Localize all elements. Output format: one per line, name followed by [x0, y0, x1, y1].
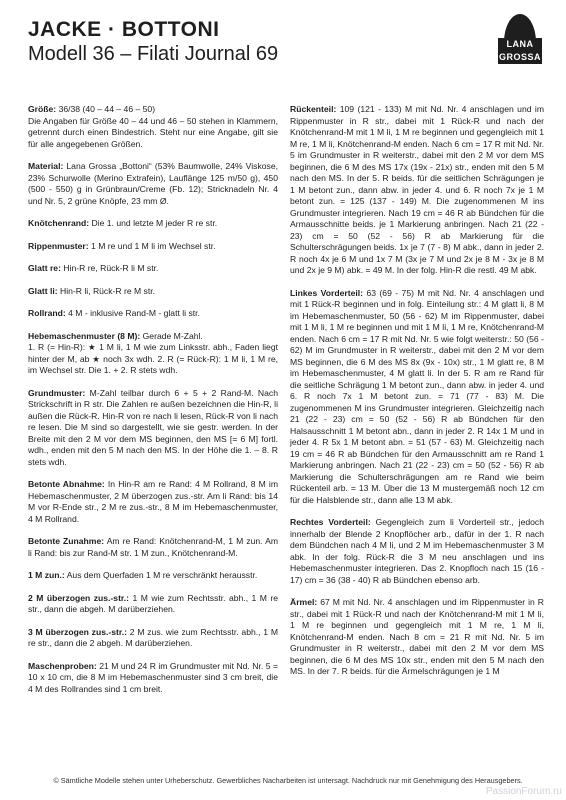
right-column — [290, 104, 544, 689]
instruction-paragraph — [290, 288, 544, 507]
instruction-paragraph — [290, 104, 544, 277]
paragraph-text: Gerade M-Zahl. 1. R (= Hin-R): ★ 1 M li, 1 M wie zum Linksstr. abh., Faden liegt hinter der M, ab ★ noch 3x wdh. 2. R (= Rück-R): 1 M li, 1 M re, im Wechsel str. Die 1. + 2. R stets wdh. — [28, 330, 278, 375]
paragraph-heading: Glatt li: — [28, 285, 58, 296]
paragraph-text: 1 M re und 1 M li im Wechsel str. — [91, 240, 216, 251]
paragraph-text: Gegengleich zum li Vorderteil str., jedoch innerhalb der Blende 2 Knopflöcher arb., dafür in der 1. R nach dem Bündchen nach 4 M li, und 2 M im Hebemaschenmuster 3 M abk. In der folg. Rück-R die 3 M neu anschlagen und ins Hebemaschenmuster integrieren. Das 2. Knopfloch nach 15 (16 - 17) cm = 36 (38 - 40) R ab Bündchen ebenso arb. — [290, 517, 544, 585]
paragraph-text: Hin-R li, Rück-R re M str. — [60, 285, 156, 296]
instruction-paragraph — [28, 308, 278, 320]
paragraph-text: 2 M zus. wie zum Rechtsstr. abh., 1 M re str., dann die 2 abgeh. M darüberziehen. — [28, 626, 279, 648]
instruction-paragraph — [28, 661, 278, 696]
instruction-paragraph — [28, 104, 278, 150]
paragraph-text: Hin-R re, Rück-R li M str. — [63, 263, 159, 273]
paragraph-text: Aus dem Querfaden 1 M re verschränkt herausstr. — [66, 570, 258, 580]
copyright-footer: © Sämtliche Modelle stehen unter Urheberschutz. Gewerbliches Nacharbeiten ist untersagt. Nachdruck nur mit Genehmigung des Herausgebers. — [53, 776, 523, 785]
paragraph-text: Lana Grossa „Bottoni“ (53% Baumwolle, 24% Viskose, 23% Schurwolle (Merino Extrafein), Lauflänge 125 m/50 g), 450 (500 - 550) g in Grünbraun/Creme (Fb. 12); Stricknadeln Nr. 4 und Nr. 5, 2 grüne Knöpfe, 23 mm Ø. — [28, 161, 278, 206]
paragraph-heading: Linkes Vorderteil: — [290, 287, 363, 298]
paragraph-text: In Hin-R am re Rand: 4 M Rollrand, 8 M im Hebemaschenmuster, 2 M überzogen zus.-str. Am li Rand: bis 14 M vor R-Ende str., 2 M re zus.-str., 8 M im Hebemaschenmuster, 4 M Rollrand. — [28, 479, 279, 524]
paragraph-heading: Rippenmuster: — [28, 240, 89, 251]
watermark: PassionForum.ru — [485, 786, 562, 797]
instruction-paragraph — [28, 263, 278, 275]
page-subtitle: Modell 36 – Filati Journal 69 — [28, 43, 279, 65]
paragraph-heading: Betonte Abnahme: — [28, 479, 105, 489]
lana-grossa-logo — [498, 14, 542, 66]
instruction-paragraph — [290, 517, 544, 586]
paragraph-text: 1 M wie zum Rechtsstr. abh., 1 M re str., dann die abgeh. M darüberziehen. — [28, 592, 278, 614]
paragraph-text: 21 M und 24 R im Grundmuster mit Nd. Nr. 5 = 10 x 10 cm, die 8 M im Hebemaschenmuster sind 3 cm breit, die 4 M des Rollrandes sind 1 cm breit. — [28, 660, 278, 694]
paragraph-text: Am re Rand: Knötchenrand-M, 1 M zun. Am li Rand: bis zur Rand-M str. 1 M zun., Knötchenrand-M. — [28, 536, 279, 558]
paragraph-heading: Knötchenrand: — [28, 218, 90, 228]
instruction-paragraph — [28, 331, 278, 377]
paragraph-heading: Größe: — [28, 104, 57, 114]
instruction-paragraph — [28, 570, 278, 582]
instruction-paragraph — [28, 286, 278, 298]
paragraph-text: M-Zahl teilbar durch 6 + 5 + 2 Rand-M. Nach Strickschrift in R str. Die Zahlen re außen bezeichnen die Hin-R, li außen die Rück-R. Hin-R von re nach li lesen, Rück-R von li nach re lesen. Die M sind so dargestellt, wie sie gestr. werden. In der Breite mit den 2 M vor dem MS beginnen, den MS [= 6 M] fortl. wdh., enden mit den 5 M nach den MS. In der Höhe die 1. – 8. R stets wdh. — [28, 387, 278, 467]
paragraph-heading: Glatt re: — [28, 263, 61, 273]
instruction-paragraph — [28, 218, 278, 230]
logo-text: LANA GROSSA — [498, 39, 541, 62]
instruction-paragraph — [28, 161, 278, 207]
instruction-paragraph — [28, 388, 278, 469]
paragraph-heading: Grundmuster: — [28, 387, 86, 398]
left-column — [28, 104, 278, 706]
paragraph-heading: 3 M überzogen zus.-str.: — [28, 626, 128, 637]
paragraph-text: 4 M - inklusive Rand-M - glatt li str. — [68, 308, 200, 318]
paragraph-text: 67 M mit Nd. Nr. 4 anschlagen und im Rippenmuster in R str., dabei mit 1 Rück-R und nach der Knötchenrand-M mit 1 M li, 1 M re beginnen und gegengleich mit 1 M re, 1 M li, Knötchenrand-M enden. Nach 8 cm = 21 R mit Nd. Nr. 5 im Grundmuster in R weiterstr., dabei mit den 2 M vor dem MS beginnen, die 6 M des MS 10x str., enden mit den 5 M nach den MS. In der 7. R beids. für die Ärmelschrägungen je 1 M — [290, 597, 545, 676]
instruction-paragraph — [28, 479, 278, 525]
paragraph-heading: Maschenproben: — [28, 660, 97, 671]
paragraph-text: Die 1. und letzte M jeder R re str. — [91, 218, 218, 228]
page-title: JACKE · BOTTONI — [28, 18, 220, 41]
instruction-paragraph — [28, 241, 278, 253]
instruction-paragraph — [28, 593, 278, 616]
instruction-paragraph — [28, 536, 278, 559]
paragraph-heading: Rückenteil: — [290, 104, 337, 114]
paragraph-heading: Ärmel: — [290, 597, 318, 607]
paragraph-text: 36/38 (40 – 44 – 46 – 50) Die Angaben für Größe 40 – 44 und 46 – 50 stehen in Klammern, getrennt durch einen Bindestrich. Steht nur eine Angabe, gilt sie für alle angegebenen Größen. — [28, 104, 278, 149]
instruction-paragraph — [28, 627, 278, 650]
paragraph-heading: 2 M überzogen zus.-str.: — [28, 592, 130, 603]
paragraph-heading: Hebemaschenmuster (8 M): — [28, 330, 141, 341]
paragraph-heading: 1 M zun.: — [28, 570, 65, 580]
paragraph-heading: Rollrand: — [28, 308, 66, 318]
paragraph-heading: Betonte Zunahme: — [28, 536, 105, 546]
page-header — [28, 18, 278, 66]
paragraph-heading: Rechtes Vorderteil: — [290, 517, 371, 527]
paragraph-heading: Material: — [28, 161, 64, 171]
paragraph-text: 109 (121 - 133) M mit Nd. Nr. 4 anschlagen und im Rippenmuster in R str., dabei mit 1 Rück-R und nach der Knötchenrand-M mit 1 M li, 1 M re beginnen und gegengleich mit 1 M re, 1 M li, Knötchenrand-M enden. Nach 6 cm = 17 R mit Nd. Nr. 5 im Grundmuster in R weiterstr., dabei mit den 2 M vor dem MS beginnen, die 6 M des MS 17x (19x - 21x) str., enden mit den 5 M nach den MS. In der 5. R beids. für die seitlichen Schrägungen je 1 M betont zun., dann abw. in jeder 4. und 6. R noch 7x je 1 M betont zun. = 125 (137 - 149) M. Die zugenommenen M ins Grundmuster integrieren. Nach 19 cm = 46 R ab Bündchen für die Armausschnitte beids. je 1 Markierung anbringen. Nach 21 (22 - 23) cm = 50 (52 - 56) R ab Markierung für die Schulterschrägungen beids. 1x je 7 (7 - 8) M abk., dann in jeder 2. R noch 4x je 6 M und 1x 7 M (3x je 7 M und 2x je 8 M - 3x je 8 M und 2x je 9 M) abk. = 49 M. In der folg. Hin-R die restl. 49 M abk. — [290, 104, 544, 275]
paragraph-text: 63 (69 - 75) M mit Nd. Nr. 4 anschlagen und mit 1 Rück-R beginnen und in folg. Einteilung str.: 4 M glatt li, 8 M im Hebemaschenmuster, 50 (56 - 62) M im Rippenmuster, dabei mit 1 M li, 1 M re beginnen und mit 1 M li, 1 M re, Knötchenrand-M enden. Nach 6 cm = 17 R mit Nd. Nr. 5 wie folgt weiterstr.: 50 (56 - 62) M im Grundmuster in R weiterstr., dabei mit den 2 M vor dem MS beginnen, die 6 M des MS 8x (9x - 10x) str., 1 M glatt re, 8 M im Hebemaschenmuster, 4 M glatt li. In der 5. R am re Rand für die seitliche Schrägung 1 M betont zun., dann abw. in jeder 4. und 6. R noch 7x 1 M betont zun. = 71 (77 - 83) M. Die zugenommenen M ins Grundmuster integrieren. Gleichzeitig nach 21 (22 - 23) cm = 50 (52 - 56) R ab Bündchen für den Halsausschnitt 1 M betont abn., dann in jeder 2. R 14x 1 M und in jeder 4. R 5x 1 M betont abn. = 51 (57 - 63) M. Gleichzeitig nach 19 cm = 46 R ab Bündchen für den Armausschnitt am re Rand 1 Markierung anbringen. Nach 21 (22 - 23) cm = 50 (52 - 56) R ab Markierung die Schulterschrägungen am re Rand wie beim Rückenteil arb. = 13 M. Über die 13 M mustergemäß noch 12 cm für die Halsblende str., dann alle 13 M abk. — [290, 287, 545, 505]
instruction-paragraph — [290, 597, 544, 678]
